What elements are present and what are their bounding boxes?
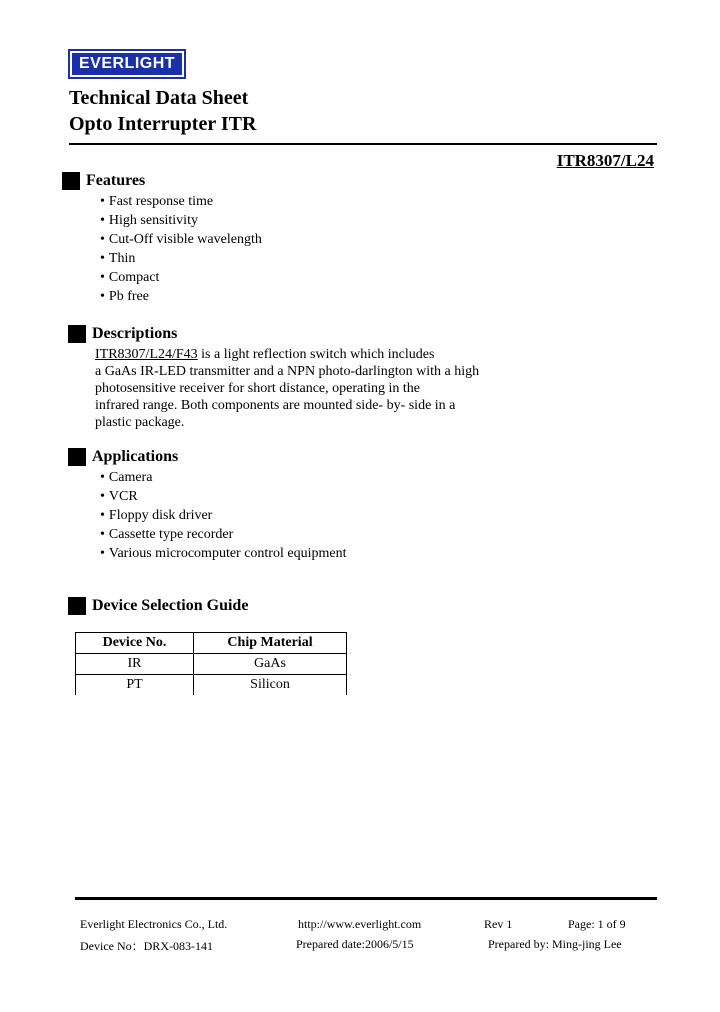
list-item: • Floppy disk driver bbox=[100, 507, 346, 526]
footer-prepared-by: Prepared by: Ming-jing Lee bbox=[488, 937, 622, 951]
features-heading-text: Features bbox=[86, 172, 146, 189]
device-selection-guide-heading-text: Device Selection Guide bbox=[92, 597, 249, 614]
list-item: • Various microcomputer control equipment bbox=[100, 545, 346, 564]
square-bullet-icon bbox=[62, 172, 80, 190]
table-cell: IR bbox=[76, 654, 194, 675]
list-item: • Cut-Off visible wavelength bbox=[100, 231, 262, 250]
description-line: plastic package. bbox=[95, 415, 185, 430]
description-paragraph bbox=[95, 346, 525, 431]
description-line bbox=[95, 346, 525, 363]
list-item: • Cassette type recorder bbox=[100, 526, 346, 545]
column-header: Device No. bbox=[76, 633, 194, 654]
table-cell: GaAs bbox=[194, 654, 347, 675]
table-header-row bbox=[76, 633, 347, 654]
table-row bbox=[76, 675, 347, 696]
list-item: • VCR bbox=[100, 488, 346, 507]
description-text: is a light reflection switch which includes bbox=[197, 347, 435, 362]
device-selection-table bbox=[75, 632, 347, 695]
logo-text: EVERLIGHT bbox=[78, 55, 176, 72]
footer-website: http://www.everlight.com bbox=[298, 917, 422, 931]
everlight-logo bbox=[68, 49, 186, 79]
table-cell: Silicon bbox=[194, 675, 347, 696]
table-row bbox=[76, 654, 347, 675]
footer-page: Page: 1 of 9 bbox=[568, 917, 626, 931]
features-heading bbox=[62, 172, 145, 190]
descriptions-heading-text: Descriptions bbox=[92, 325, 178, 342]
list-item: • Camera bbox=[100, 469, 346, 488]
applications-heading-text: Applications bbox=[92, 448, 179, 465]
list-item: • Fast response time bbox=[100, 193, 262, 212]
descriptions-heading bbox=[68, 325, 177, 343]
list-item: • Compact bbox=[100, 269, 262, 288]
part-number: ITR8307/L24 bbox=[556, 151, 654, 170]
page-title-line2: Opto Interrupter ITR bbox=[69, 113, 257, 135]
table-cell: PT bbox=[76, 675, 194, 696]
footer-device-no: Device No：DRX-083-141 bbox=[80, 939, 213, 953]
applications-heading bbox=[68, 448, 178, 466]
description-line: infrared range. Both components are mounted side- by- side in a bbox=[95, 398, 456, 413]
square-bullet-icon bbox=[68, 448, 86, 466]
part-reference: ITR8307/L24/F43 bbox=[95, 347, 198, 362]
footer-company: Everlight Electronics Co., Ltd. bbox=[80, 917, 228, 931]
description-line: a GaAs IR-LED transmitter and a NPN photo-darlington with a high bbox=[95, 364, 480, 379]
square-bullet-icon bbox=[68, 325, 86, 343]
list-item: • Thin bbox=[100, 250, 262, 269]
footer-prepared-date: Prepared date:2006/5/15 bbox=[296, 937, 414, 951]
column-header: Chip Material bbox=[194, 633, 347, 654]
device-selection-guide-heading bbox=[68, 597, 248, 615]
footer-divider bbox=[75, 897, 657, 900]
applications-list bbox=[100, 469, 346, 564]
features-list bbox=[100, 193, 262, 306]
footer-rev: Rev 1 bbox=[484, 917, 513, 931]
page-title-line1: Technical Data Sheet bbox=[69, 87, 249, 109]
square-bullet-icon bbox=[68, 597, 86, 615]
header-divider bbox=[69, 143, 657, 145]
list-item: • High sensitivity bbox=[100, 212, 262, 231]
list-item: • Pb free bbox=[100, 288, 262, 307]
description-line: photosensitive receiver for short distance, operating in the bbox=[95, 381, 421, 396]
